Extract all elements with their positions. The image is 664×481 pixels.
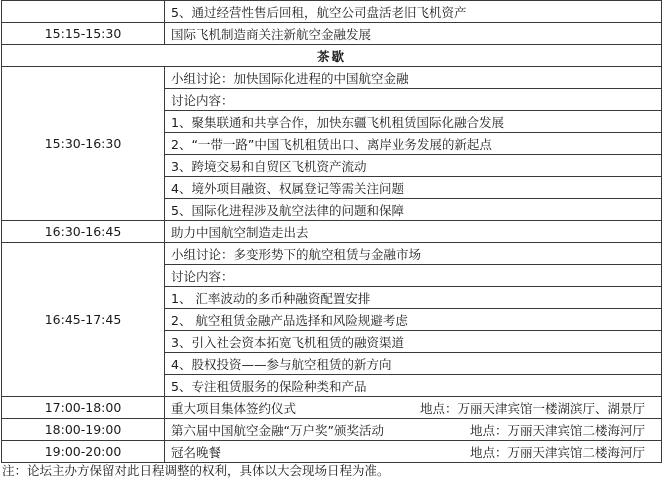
time-cell: 16:30-16:45 xyxy=(2,221,165,243)
venue-location: 地点：万丽天津宾馆一楼湖滨厅、湖景厅 xyxy=(419,400,645,416)
venue-location: 地点：万丽天津宾馆二楼海河厅 xyxy=(469,444,645,460)
agenda-table xyxy=(1,0,662,463)
agenda-item: 国际飞机制造商关注新航空金融发展 xyxy=(165,23,662,45)
discussion-point: 4、境外项目融资、权属登记等需关注问题 xyxy=(165,177,662,199)
venue-location: 地点：万丽天津宾馆二楼海河厅 xyxy=(469,422,645,438)
table-row xyxy=(2,397,662,419)
time-cell: 15:15-15:30 xyxy=(2,23,165,45)
discussion-point: 2、“一带一路”中国飞机租赁出口、离岸业务发展的新起点 xyxy=(165,133,662,155)
agenda-item-title: 第六届中国航空金融“万户奖”颁奖活动 xyxy=(171,422,384,438)
table-row xyxy=(2,23,662,45)
discussion-point: 1、聚集联通和共享合作，加快东疆飞机租赁国际化融合发展 xyxy=(165,111,662,133)
table-row xyxy=(2,243,662,265)
footnote: 注：论坛主办方保留对此日程调整的权利，具体以大会现场日程为准。 xyxy=(2,463,390,478)
table-row xyxy=(2,419,662,441)
discussion-label: 讨论内容： xyxy=(165,265,662,287)
time-cell: 16:45-17:45 xyxy=(2,243,165,397)
session-title: 小组讨论：多变形势下的航空租赁与金融市场 xyxy=(165,243,662,265)
table-row xyxy=(2,441,662,463)
time-cell: 18:00-19:00 xyxy=(2,419,165,441)
time-cell: 17:00-18:00 xyxy=(2,397,165,419)
table-row xyxy=(2,221,662,243)
table-row xyxy=(2,1,662,23)
tea-break-row: 茶歇 xyxy=(2,45,662,67)
agenda-item xyxy=(165,397,662,419)
time-cell: 19:00-20:00 xyxy=(2,441,165,463)
agenda-item xyxy=(165,441,662,463)
agenda-item-title: 重大项目集体签约仪式 xyxy=(171,400,297,416)
table-row xyxy=(2,67,662,89)
discussion-point: 5、专注租赁服务的保险种类和产品 xyxy=(165,375,662,397)
discussion-point: 4、股权投资——参与航空租赁的新方向 xyxy=(165,353,662,375)
discussion-point: 1、 汇率波动的多币种融资配置安排 xyxy=(165,287,662,309)
session-title: 小组讨论：加快国际化进程的中国航空金融 xyxy=(165,67,662,89)
discussion-point: 3、引入社会资本拓宽飞机租赁的融资渠道 xyxy=(165,331,662,353)
discussion-label: 讨论内容： xyxy=(165,89,662,111)
discussion-point: 3、跨境交易和自贸区飞机资产流动 xyxy=(165,155,662,177)
agenda-item-title: 冠名晚餐 xyxy=(171,444,222,460)
table-row xyxy=(2,45,662,67)
agenda-item: 助力中国航空制造走出去 xyxy=(165,221,662,243)
agenda-item: 5、通过经营性售后回租，航空公司盘活老旧飞机资产 xyxy=(165,1,662,23)
agenda-item xyxy=(165,419,662,441)
discussion-point: 5、国际化进程涉及航空法律的问题和保障 xyxy=(165,199,662,221)
time-cell: 15:30-16:30 xyxy=(2,67,165,221)
discussion-point: 2、 航空租赁金融产品选择和风险规避考虑 xyxy=(165,309,662,331)
time-cell xyxy=(2,1,165,23)
